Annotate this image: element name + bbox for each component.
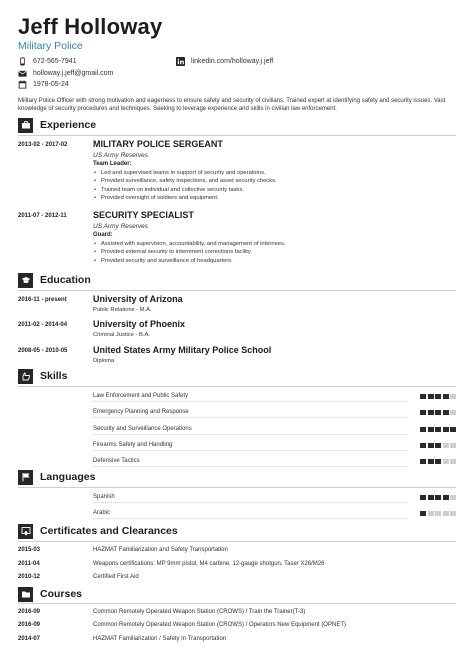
- course-text: Common Remotely Operated Weapon Station (CROWS) / Operators New Equipment (OPNET): [93, 622, 346, 628]
- level-segment: [435, 443, 441, 448]
- graduation-cap-icon: [18, 273, 33, 288]
- dotted-leader: [93, 502, 408, 503]
- section-education-title: Education: [40, 274, 91, 286]
- level-segment: [428, 443, 434, 448]
- experience-subheading: Guard:: [93, 232, 113, 238]
- list-item: • Provided surveillance, safety inspections, and asset security checks.: [93, 177, 277, 185]
- section-divider: [18, 487, 456, 488]
- experience-bullets: [93, 240, 286, 265]
- level-segment: [420, 443, 426, 448]
- certificate-text: Weapons certifications: MP 9mm pistol, M4 carbine, 12-gauge shotgun, Taser X26/M26: [93, 561, 325, 567]
- education-dates: 2016-11 - present: [18, 297, 67, 303]
- education-degree: Criminal Justice - B.A.: [93, 332, 151, 338]
- section-experience-title: Experience: [40, 119, 97, 131]
- level-segment: [420, 427, 426, 432]
- skill-level-bar: [419, 394, 457, 399]
- experience-company: US Army Reserves: [93, 152, 149, 159]
- certificate-date: 2011-04: [18, 561, 40, 567]
- education-degree: Public Relations - M.A.: [93, 307, 152, 313]
- level-segment: [450, 410, 456, 415]
- section-certificates-title: Certificates and Clearances: [40, 525, 178, 537]
- candidate-role: Military Police: [18, 40, 83, 52]
- certificate-icon: [18, 524, 33, 539]
- list-item: • Provided security and surveillance of headquarters.: [93, 257, 286, 265]
- level-segment: [428, 394, 434, 399]
- skill-row: [93, 425, 456, 435]
- level-segment: [435, 459, 441, 464]
- folder-icon: [18, 587, 33, 602]
- course-text: Common Remotely Operated Weapon Station (CROWS) / Train the Trainer(T-3): [93, 609, 306, 615]
- level-segment: [450, 511, 456, 516]
- certificate-date: 2010-12: [18, 574, 41, 580]
- flag-icon: [18, 470, 33, 485]
- certificate-date: 2015-03: [18, 547, 41, 553]
- level-segment: [450, 427, 456, 432]
- skill-row: [93, 392, 456, 402]
- skill-name: Emergency Planning and Response: [93, 409, 189, 416]
- course-date: 2016-09: [18, 609, 41, 615]
- dotted-leader: [93, 434, 408, 435]
- linkedin-icon: [176, 57, 185, 66]
- dotted-leader: [93, 401, 408, 402]
- list-item: • Led and supervised teams in support of security and operations.: [93, 169, 277, 177]
- level-segment: [435, 511, 441, 516]
- level-segment: [428, 459, 434, 464]
- experience-dates: 2011-07 - 2012-11: [18, 213, 67, 219]
- section-divider: [18, 290, 456, 291]
- skill-level-bar: [419, 459, 457, 464]
- skill-level-bar: [419, 427, 457, 432]
- level-segment: [443, 459, 449, 464]
- experience-title: SECURITY SPECIALIST: [93, 210, 194, 220]
- certificate-text: HAZMAT Familiarization and Safety Transportation: [93, 547, 228, 553]
- email-icon: [18, 69, 27, 78]
- level-segment: [443, 410, 449, 415]
- list-item: • Provided external security to internment corrections facility.: [93, 248, 286, 256]
- phone-icon: [18, 57, 27, 66]
- certificate-text: Certified First Aid: [93, 574, 139, 580]
- level-segment: [420, 394, 426, 399]
- dotted-leader: [93, 417, 408, 418]
- list-item: • Assisted with supervision, accountability, and management of internees.: [93, 240, 286, 248]
- section-skills-title: Skills: [40, 370, 68, 382]
- level-segment: [428, 427, 434, 432]
- section-divider: [18, 135, 456, 136]
- section-certificates-header: [18, 523, 456, 539]
- level-segment: [428, 410, 434, 415]
- level-segment: [420, 459, 426, 464]
- language-level-bar: [419, 511, 457, 516]
- level-segment: [450, 394, 456, 399]
- list-item: • Trained team on individual and collective security tasks.: [93, 186, 277, 194]
- course-date: 2014-07: [18, 636, 41, 642]
- skill-name: Security and Surveillance Operations: [93, 425, 192, 432]
- skill-level-bar: [419, 410, 457, 415]
- level-segment: [428, 511, 434, 516]
- linkedin-text[interactable]: linkedin.com/holloway.j.jeff: [191, 58, 274, 65]
- skill-name: Firearms Safety and Handling: [93, 441, 173, 448]
- dotted-leader: [93, 450, 408, 451]
- level-segment: [435, 495, 441, 500]
- language-row: [93, 509, 456, 519]
- course-date: 2016-09: [18, 622, 41, 628]
- education-dates: 2011-02 - 2014-04: [18, 322, 68, 328]
- section-skills-header: [18, 368, 456, 384]
- contact-email[interactable]: [18, 69, 113, 78]
- experience-company: US Army Reserves: [93, 223, 149, 230]
- section-education-header: [18, 272, 456, 288]
- education-school: United States Army Military Police School: [93, 345, 272, 355]
- skill-row: [93, 441, 456, 451]
- section-divider: [18, 603, 456, 604]
- section-languages-title: Languages: [40, 471, 96, 483]
- level-segment: [428, 495, 434, 500]
- contact-linkedin[interactable]: [176, 57, 273, 66]
- language-level-bar: [419, 495, 457, 500]
- experience-subheading: Team Leader:: [93, 161, 132, 167]
- level-segment: [435, 394, 441, 399]
- level-segment: [450, 443, 456, 448]
- section-divider: [18, 541, 456, 542]
- level-segment: [450, 459, 456, 464]
- section-divider: [18, 386, 456, 387]
- contact-birthdate: [18, 80, 69, 89]
- hand-icon: [18, 369, 33, 384]
- education-school: University of Phoenix: [93, 319, 186, 329]
- education-dates: 2008-05 - 2010-05: [18, 348, 68, 354]
- contact-phone: [18, 57, 77, 66]
- skill-name: Defensive Tactics: [93, 458, 140, 465]
- language-name: Arabic: [93, 510, 111, 516]
- profile-summary: Military Police Officer with strong motivation and eagerness to ensure safety and security of civilians. Trained expert at identifying safety and security issues. Vast knowledge of security procedures and techniques. Seeking to leverage experience and skills in civilian law enforcement.: [18, 98, 446, 112]
- course-text: HAZMAT Familiarization / Safety In Transportation: [93, 636, 227, 642]
- level-segment: [435, 410, 441, 415]
- skill-row: [93, 408, 456, 418]
- birthdate-text: 1978-05-24: [33, 81, 69, 88]
- briefcase-icon: [18, 118, 33, 133]
- experience-title: MILITARY POLICE SERGEANT: [93, 139, 223, 149]
- level-segment: [450, 495, 456, 500]
- level-segment: [443, 427, 449, 432]
- experience-bullets: [93, 169, 277, 202]
- skill-name: Law Enforcement and Public Safety: [93, 393, 189, 399]
- language-name: Spanish: [93, 494, 115, 500]
- skill-level-bar: [419, 443, 457, 448]
- education-degree: Diploma: [93, 358, 115, 364]
- section-courses-title: Courses: [40, 588, 83, 600]
- section-courses-header: [18, 586, 456, 602]
- section-experience-header: [18, 117, 456, 133]
- education-school: University of Arizona: [93, 294, 183, 304]
- level-segment: [443, 394, 449, 399]
- list-item: • Provided oversight of soldiers and equipment.: [93, 194, 277, 202]
- experience-dates: 2013-02 - 2017-02: [18, 142, 68, 148]
- level-segment: [420, 410, 426, 415]
- level-segment: [435, 427, 441, 432]
- level-segment: [443, 495, 449, 500]
- level-segment: [443, 511, 449, 516]
- dotted-leader: [93, 466, 408, 467]
- language-row: [93, 493, 456, 503]
- level-segment: [443, 443, 449, 448]
- phone-text: 672-565-7941: [33, 58, 77, 65]
- section-languages-header: [18, 469, 456, 485]
- candidate-name: Jeff Holloway: [18, 14, 163, 39]
- skill-row: [93, 457, 456, 467]
- email-text[interactable]: holloway.j.jeff@gmail.com: [33, 70, 114, 77]
- calendar-icon: [18, 80, 27, 89]
- level-segment: [420, 495, 426, 500]
- level-segment: [420, 511, 426, 516]
- dotted-leader: [93, 518, 408, 519]
